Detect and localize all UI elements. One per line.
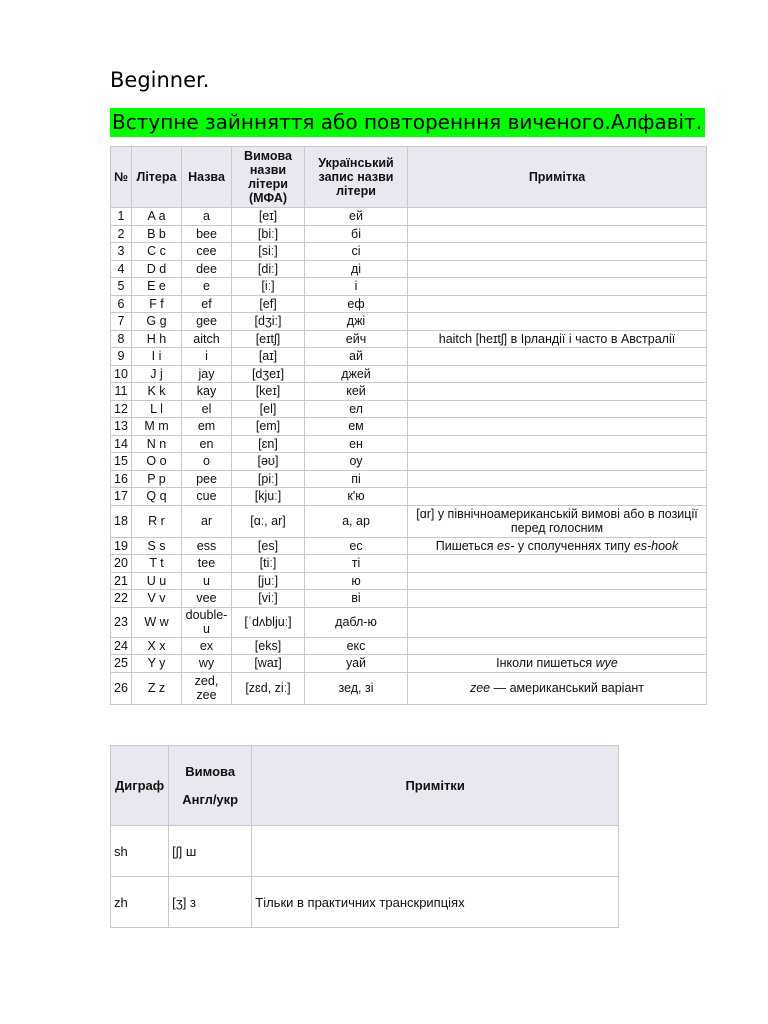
cell-number: 25 xyxy=(111,655,132,673)
cell-ipa: [waɪ] xyxy=(232,655,305,673)
cell-number: 8 xyxy=(111,330,132,348)
table-row xyxy=(111,383,707,401)
table-row xyxy=(111,435,707,453)
cell-note xyxy=(408,488,707,506)
cell-note xyxy=(408,537,707,555)
cell-letter: W w xyxy=(132,607,182,637)
cell-ipa: [ef] xyxy=(232,295,305,313)
cell-ipa: [siː] xyxy=(232,243,305,261)
cell-number: 22 xyxy=(111,590,132,608)
cell-number: 16 xyxy=(111,470,132,488)
cell-letter: O o xyxy=(132,453,182,471)
cell-name: o xyxy=(182,453,232,471)
header-name: Назва xyxy=(182,147,232,208)
note-fragment: es-hook xyxy=(633,538,679,553)
note-fragment: wye xyxy=(595,656,618,671)
cell-letter: G g xyxy=(132,313,182,331)
cell-note xyxy=(408,470,707,488)
cell-letter: F f xyxy=(132,295,182,313)
cell-letter: Q q xyxy=(132,488,182,506)
cell-number: 9 xyxy=(111,348,132,366)
cell-letter: C c xyxy=(132,243,182,261)
cell-ukrainian: зед, зі xyxy=(305,672,408,704)
cell-name: aitch xyxy=(182,330,232,348)
table-row xyxy=(111,243,707,261)
cell-letter: L l xyxy=(132,400,182,418)
cell-note xyxy=(408,607,707,637)
header-number: № xyxy=(111,147,132,208)
cell-ukrainian: ай xyxy=(305,348,408,366)
cell-letter: M m xyxy=(132,418,182,436)
cell-ukrainian: ді xyxy=(305,260,408,278)
cell-ipa: [el] xyxy=(232,400,305,418)
cell-ipa: [aɪ] xyxy=(232,348,305,366)
cell-ukrainian: ен xyxy=(305,435,408,453)
cell-number: 1 xyxy=(111,208,132,226)
cell-ukrainian: ем xyxy=(305,418,408,436)
header-ukrainian: Український запис назви літери xyxy=(305,147,408,208)
cell-letter: K k xyxy=(132,383,182,401)
table-row xyxy=(111,877,619,928)
cell-number: 11 xyxy=(111,383,132,401)
cell-name: en xyxy=(182,435,232,453)
cell-ukrainian: джей xyxy=(305,365,408,383)
cell-pronunciation: [ʒ] з xyxy=(169,877,252,928)
cell-name: ess xyxy=(182,537,232,555)
cell-ukrainian: екс xyxy=(305,637,408,655)
cell-name: vee xyxy=(182,590,232,608)
cell-ukrainian: ейч xyxy=(305,330,408,348)
cell-letter: I i xyxy=(132,348,182,366)
header-note: Примітка xyxy=(408,147,707,208)
cell-ukrainian: к'ю xyxy=(305,488,408,506)
cell-number: 14 xyxy=(111,435,132,453)
page-heading: Beginner. xyxy=(110,68,210,92)
cell-digraph: sh xyxy=(111,826,169,877)
cell-name: kay xyxy=(182,383,232,401)
table-row xyxy=(111,470,707,488)
cell-ukrainian: ей xyxy=(305,208,408,226)
alphabet-table xyxy=(110,146,707,705)
cell-ipa: [dʒeɪ] xyxy=(232,365,305,383)
cell-notes xyxy=(252,826,619,877)
cell-note: haitch [heɪtʃ] в Ірландії і часто в Австралії xyxy=(408,330,707,348)
table-row xyxy=(111,400,707,418)
cell-ukrainian: еф xyxy=(305,295,408,313)
cell-letter: V v xyxy=(132,590,182,608)
cell-name: u xyxy=(182,572,232,590)
cell-ukrainian: дабл-ю xyxy=(305,607,408,637)
cell-ipa: [juː] xyxy=(232,572,305,590)
table-row xyxy=(111,418,707,436)
cell-number: 18 xyxy=(111,505,132,537)
cell-ipa: [ɛn] xyxy=(232,435,305,453)
table-row xyxy=(111,313,707,331)
cell-ipa: [iː] xyxy=(232,278,305,296)
cell-ipa: [ɑː, ar] xyxy=(232,505,305,537)
table-row xyxy=(111,505,707,537)
cell-number: 12 xyxy=(111,400,132,418)
cell-ipa: [zɛd, ziː] xyxy=(232,672,305,704)
cell-name: jay xyxy=(182,365,232,383)
cell-name: em xyxy=(182,418,232,436)
cell-number: 21 xyxy=(111,572,132,590)
alphabet-header-row xyxy=(111,147,707,208)
header-letter: Літера xyxy=(132,147,182,208)
table-row xyxy=(111,826,619,877)
cell-name: a xyxy=(182,208,232,226)
cell-ipa: [kjuː] xyxy=(232,488,305,506)
table-row xyxy=(111,453,707,471)
cell-name: ex xyxy=(182,637,232,655)
table-row xyxy=(111,555,707,573)
cell-note xyxy=(408,383,707,401)
table-row xyxy=(111,590,707,608)
cell-note xyxy=(408,453,707,471)
table-row xyxy=(111,488,707,506)
cell-ukrainian: ю xyxy=(305,572,408,590)
cell-ukrainian: ті xyxy=(305,555,408,573)
table-row xyxy=(111,672,707,704)
cell-ukrainian: оу xyxy=(305,453,408,471)
cell-name: e xyxy=(182,278,232,296)
cell-ipa: [eks] xyxy=(232,637,305,655)
cell-ipa: [diː] xyxy=(232,260,305,278)
cell-name: ef xyxy=(182,295,232,313)
cell-letter: D d xyxy=(132,260,182,278)
cell-number: 3 xyxy=(111,243,132,261)
cell-note xyxy=(408,260,707,278)
cell-number: 4 xyxy=(111,260,132,278)
cell-note xyxy=(408,590,707,608)
cell-name: wy xyxy=(182,655,232,673)
cell-note xyxy=(408,243,707,261)
cell-ipa: [əʊ] xyxy=(232,453,305,471)
cell-ukrainian: джі xyxy=(305,313,408,331)
digraph-table xyxy=(110,745,619,928)
cell-letter: H h xyxy=(132,330,182,348)
header-digraph: Диграф xyxy=(111,746,169,826)
cell-number: 20 xyxy=(111,555,132,573)
header-pronunciation xyxy=(169,746,252,826)
cell-digraph: zh xyxy=(111,877,169,928)
cell-letter: S s xyxy=(132,537,182,555)
digraph-header-row xyxy=(111,746,619,826)
cell-letter: Z z xyxy=(132,672,182,704)
cell-ipa: [em] xyxy=(232,418,305,436)
cell-name: ar xyxy=(182,505,232,537)
cell-letter: J j xyxy=(132,365,182,383)
cell-note xyxy=(408,672,707,704)
cell-letter: N n xyxy=(132,435,182,453)
cell-note xyxy=(408,418,707,436)
note-fragment: Пишеться xyxy=(435,538,497,553)
note-fragment: у сполученнях типу xyxy=(514,538,634,553)
cell-note xyxy=(408,208,707,226)
cell-letter: B b xyxy=(132,225,182,243)
cell-number: 15 xyxy=(111,453,132,471)
cell-ukrainian: сі xyxy=(305,243,408,261)
cell-ukrainian: і xyxy=(305,278,408,296)
cell-letter: A a xyxy=(132,208,182,226)
cell-number: 24 xyxy=(111,637,132,655)
cell-number: 10 xyxy=(111,365,132,383)
header-pronunciation-line2: Англ/укр xyxy=(182,791,239,807)
cell-ipa: [keɪ] xyxy=(232,383,305,401)
cell-name: tee xyxy=(182,555,232,573)
cell-name: bee xyxy=(182,225,232,243)
note-fragment: Інколи пишеться xyxy=(496,656,596,671)
cell-note xyxy=(408,637,707,655)
cell-number: 17 xyxy=(111,488,132,506)
cell-number: 23 xyxy=(111,607,132,637)
cell-name: i xyxy=(182,348,232,366)
cell-note xyxy=(408,295,707,313)
cell-number: 13 xyxy=(111,418,132,436)
cell-letter: P p xyxy=(132,470,182,488)
table-row xyxy=(111,637,707,655)
table-row xyxy=(111,225,707,243)
cell-letter: R r xyxy=(132,505,182,537)
cell-name: dee xyxy=(182,260,232,278)
cell-number: 7 xyxy=(111,313,132,331)
cell-letter: T t xyxy=(132,555,182,573)
cell-number: 19 xyxy=(111,537,132,555)
cell-letter: Y y xyxy=(132,655,182,673)
cell-note xyxy=(408,365,707,383)
cell-ukrainian: бі xyxy=(305,225,408,243)
cell-name: gee xyxy=(182,313,232,331)
cell-name: double-u xyxy=(182,607,232,637)
table-row xyxy=(111,260,707,278)
cell-ukrainian: а, ар xyxy=(305,505,408,537)
cell-note xyxy=(408,313,707,331)
cell-note xyxy=(408,572,707,590)
cell-ipa: [tiː] xyxy=(232,555,305,573)
cell-ukrainian: кей xyxy=(305,383,408,401)
cell-note: [ɑr] у північноамериканській вимові або в позиції перед голосним xyxy=(408,505,707,537)
cell-notes: Тільки в практичних транскрипціях xyxy=(252,877,619,928)
cell-ipa: [ˈdʌbljuː] xyxy=(232,607,305,637)
cell-name: cee xyxy=(182,243,232,261)
note-fragment: — американський варіант xyxy=(490,681,645,695)
cell-ipa: [viː] xyxy=(232,590,305,608)
cell-ipa: [eɪtʃ] xyxy=(232,330,305,348)
cell-letter: U u xyxy=(132,572,182,590)
cell-ipa: [es] xyxy=(232,537,305,555)
cell-ukrainian: уай xyxy=(305,655,408,673)
table-row xyxy=(111,295,707,313)
cell-ipa: [piː] xyxy=(232,470,305,488)
cell-name: pee xyxy=(182,470,232,488)
header-ipa: Вимова назви літери (МФА) xyxy=(232,147,305,208)
cell-number: 6 xyxy=(111,295,132,313)
cell-ukrainian: ві xyxy=(305,590,408,608)
lesson-subtitle: Вступне зайнняття або повторенння виченого.Алфавіт. xyxy=(110,108,705,137)
cell-ukrainian: ел xyxy=(305,400,408,418)
cell-number: 26 xyxy=(111,672,132,704)
table-row xyxy=(111,655,707,673)
table-row xyxy=(111,607,707,637)
cell-note xyxy=(408,400,707,418)
cell-note xyxy=(408,348,707,366)
cell-ipa: [dʒiː] xyxy=(232,313,305,331)
table-row xyxy=(111,278,707,296)
table-row xyxy=(111,365,707,383)
cell-ukrainian: пі xyxy=(305,470,408,488)
cell-letter: E e xyxy=(132,278,182,296)
header-pronunciation-line1: Вимова xyxy=(185,763,236,779)
cell-ipa: [eɪ] xyxy=(232,208,305,226)
cell-note xyxy=(408,555,707,573)
cell-letter: X x xyxy=(132,637,182,655)
note-fragment: zee xyxy=(469,681,491,695)
table-row xyxy=(111,348,707,366)
cell-name: el xyxy=(182,400,232,418)
cell-name: zed, zee xyxy=(182,672,232,704)
table-row xyxy=(111,572,707,590)
cell-note xyxy=(408,278,707,296)
cell-number: 5 xyxy=(111,278,132,296)
cell-note xyxy=(408,655,707,673)
table-row xyxy=(111,537,707,555)
cell-note xyxy=(408,435,707,453)
note-fragment: es- xyxy=(497,538,515,553)
cell-number: 2 xyxy=(111,225,132,243)
cell-note xyxy=(408,225,707,243)
cell-ukrainian: ес xyxy=(305,537,408,555)
cell-ipa: [biː] xyxy=(232,225,305,243)
table-row xyxy=(111,330,707,348)
cell-name: cue xyxy=(182,488,232,506)
cell-pronunciation: [ʃ] ш xyxy=(169,826,252,877)
header-notes: Примітки xyxy=(252,746,619,826)
table-row xyxy=(111,208,707,226)
